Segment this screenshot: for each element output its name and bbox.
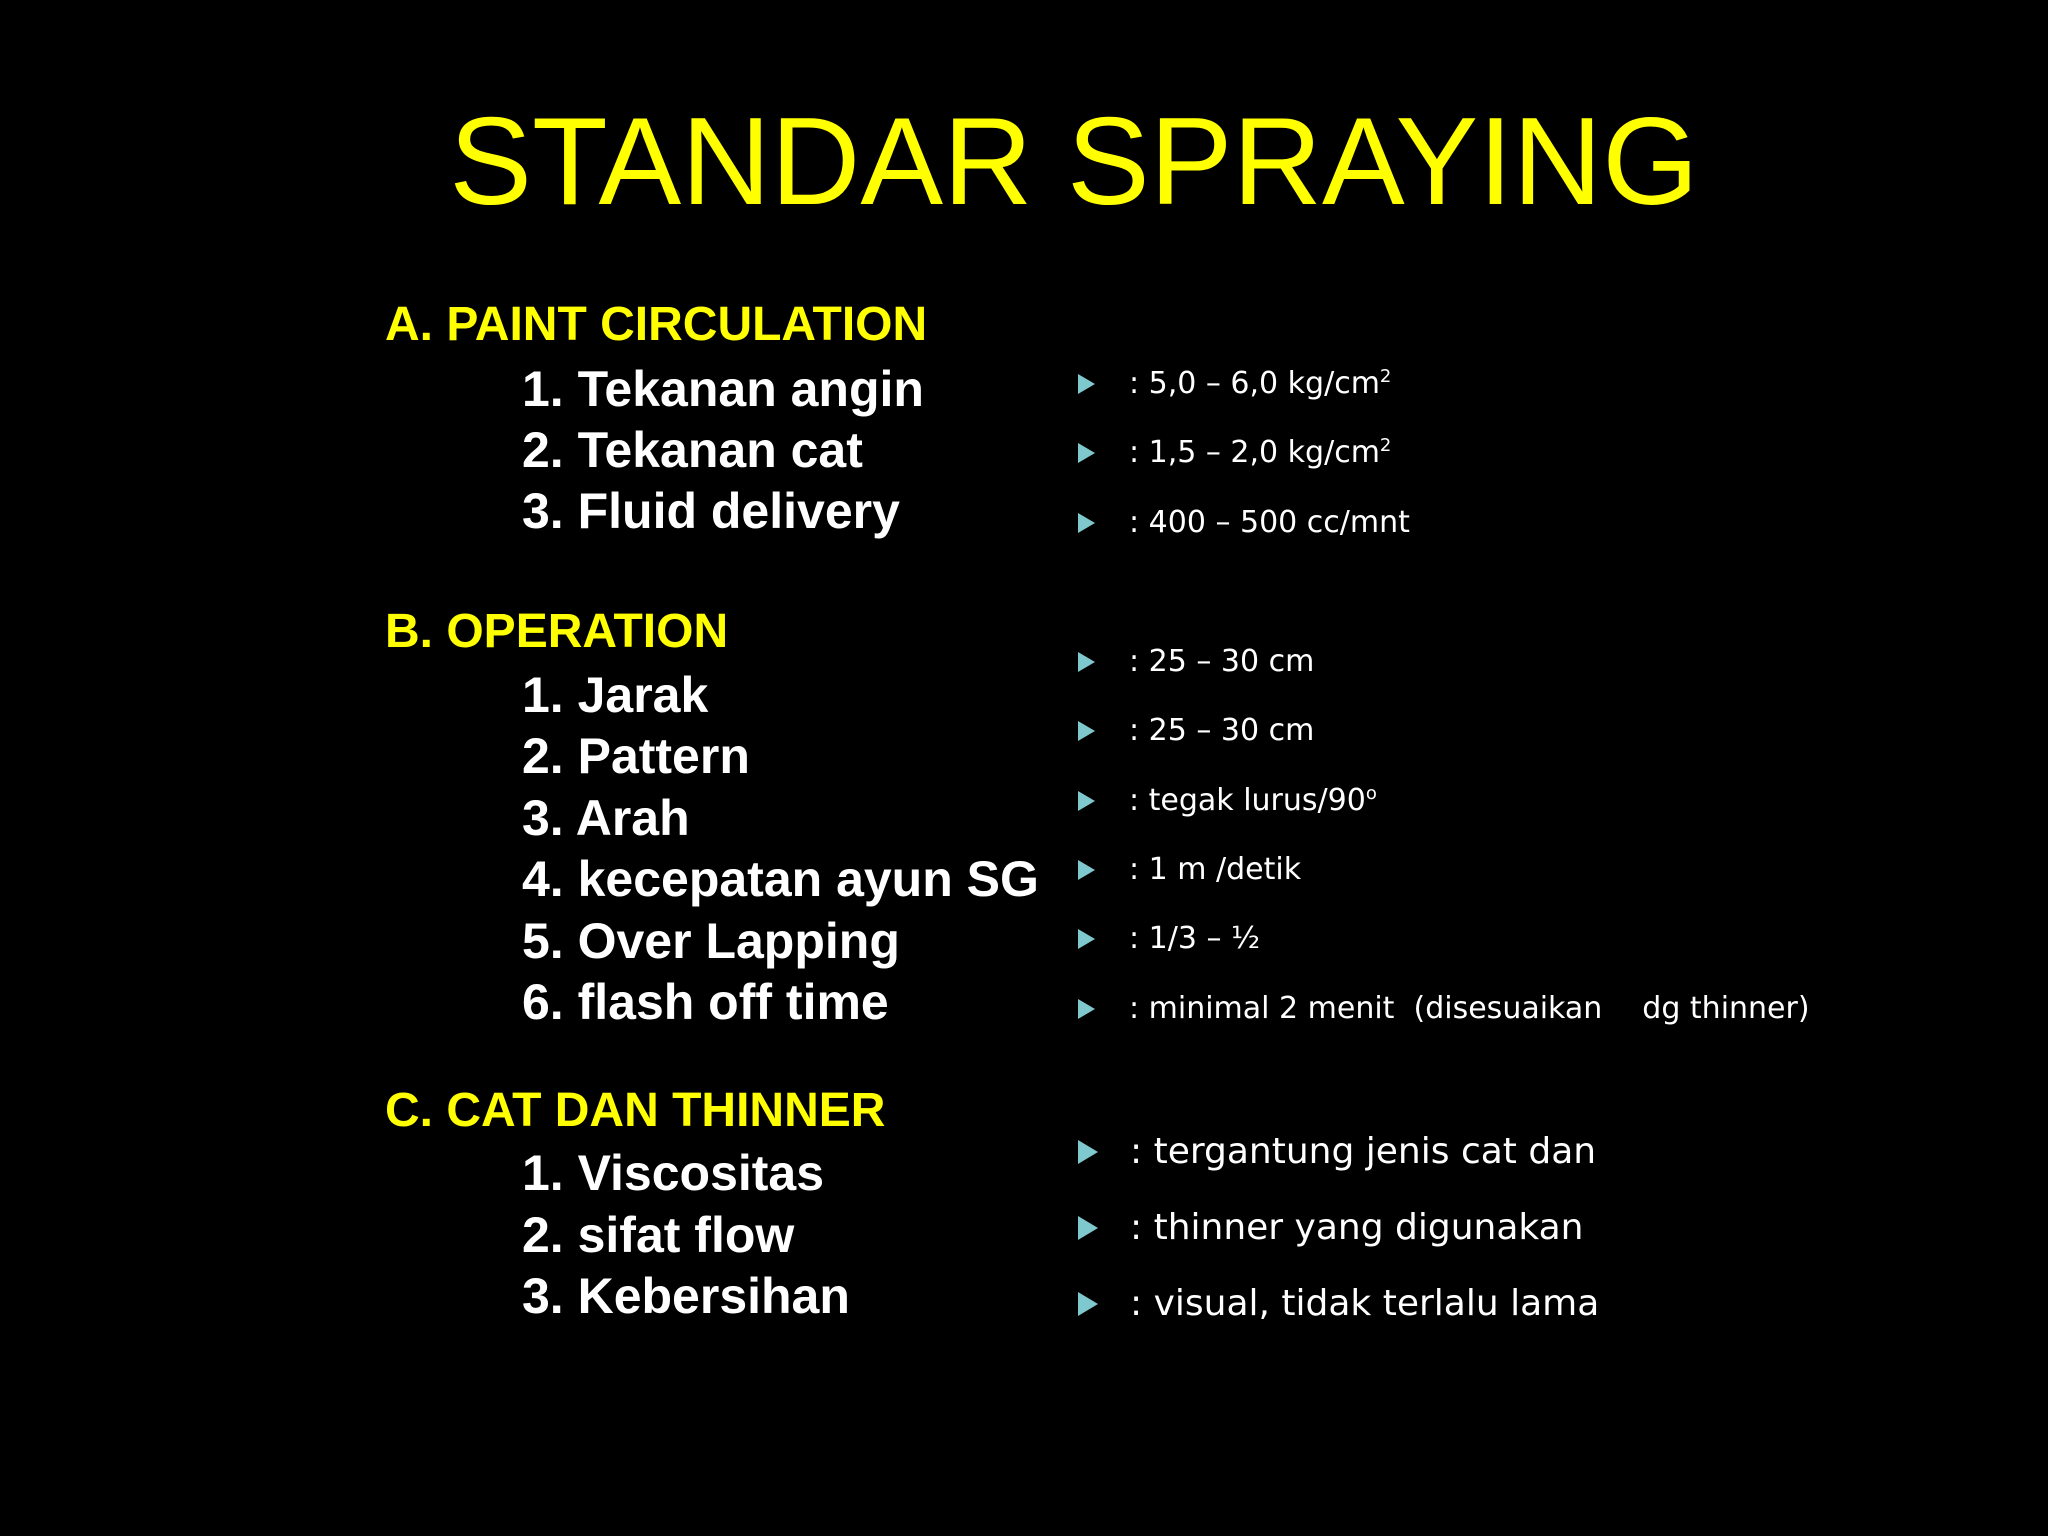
value-row-fluid-delivery (1078, 498, 1410, 548)
value-flash-off-time: : minimal 2 menit (disesuaikan dg thinner) (1129, 991, 1810, 1026)
value-jarak: : 25 – 30 cm (1129, 644, 1315, 679)
value-tekanan-angin: : 5,0 – 6,0 $kg/cm^2$ (1129, 366, 1392, 401)
item-label-over-lapping: 5. Over Lapping (522, 913, 900, 969)
triangle-right-icon (1078, 513, 1095, 533)
value-row-kecepatan-ayun (1078, 845, 1301, 895)
value-kebersihan: : visual, tidak terlalu lama (1130, 1283, 1600, 1324)
section-heading-cat-dan-thinner: C. CAT DAN THINNER (385, 1084, 886, 1137)
value-row-sifat-flow (1078, 1203, 1584, 1253)
value-kecepatan-ayun: : 1 m /detik (1129, 852, 1302, 887)
value-viscositas: : tergantung jenis cat dan (1130, 1131, 1597, 1172)
value-row-pattern (1078, 706, 1314, 756)
section-heading-paint-circulation: A. PAINT CIRCULATION (385, 298, 928, 351)
triangle-right-icon (1078, 929, 1095, 949)
value-arah: : tegak lurus/90$^o$ (1129, 783, 1377, 818)
item-label-flash-off-time: 6. flash off time (522, 974, 889, 1030)
triangle-right-icon (1078, 791, 1095, 811)
item-label-tekanan-cat: 2. Tekanan cat (522, 422, 863, 478)
value-row-tekanan-angin (1078, 359, 1391, 409)
value-row-arah (1078, 776, 1377, 826)
value-row-over-lapping (1078, 914, 1260, 964)
triangle-right-icon (1078, 1292, 1098, 1316)
triangle-right-icon (1078, 860, 1095, 880)
value-row-kebersihan (1078, 1279, 1599, 1329)
triangle-right-icon (1078, 1216, 1098, 1240)
triangle-right-icon (1078, 374, 1095, 394)
value-row-tekanan-cat (1078, 428, 1391, 478)
triangle-right-icon (1078, 721, 1095, 741)
value-pattern: : 25 – 30 cm (1129, 713, 1315, 748)
section-heading-operation: B. OPERATION (385, 605, 729, 658)
value-row-flash-off-time (1078, 984, 1810, 1034)
item-label-kebersihan: 3. Kebersihan (522, 1268, 850, 1324)
item-label-kecepatan-ayun: 4. kecepatan ayun SG (522, 851, 1039, 907)
triangle-right-icon (1078, 652, 1095, 672)
item-label-tekanan-angin: 1. Tekanan angin (522, 361, 924, 417)
value-row-jarak (1078, 637, 1314, 687)
item-label-arah: 3. Arah (522, 790, 690, 846)
item-label-fluid-delivery: 3. Fluid delivery (522, 483, 900, 539)
value-fluid-delivery: : 400 – 500 cc/mnt (1129, 505, 1410, 540)
item-label-viscositas: 1. Viscositas (522, 1145, 825, 1201)
item-label-pattern: 2. Pattern (522, 728, 750, 784)
value-over-lapping: : 1/3 – ½ (1129, 921, 1261, 956)
triangle-right-icon (1078, 999, 1095, 1019)
triangle-right-icon (1078, 1140, 1098, 1164)
item-label-jarak: 1. Jarak (522, 667, 709, 723)
value-sifat-flow: : thinner yang digunakan (1130, 1207, 1584, 1248)
slide-title: STANDAR SPRAYING (449, 93, 1699, 231)
item-label-sifat-flow: 2. sifat flow (522, 1207, 795, 1263)
value-row-viscositas (1078, 1127, 1596, 1177)
triangle-right-icon (1078, 443, 1095, 463)
value-tekanan-cat: : 1,5 – 2,0 $kg/cm^2$ (1129, 435, 1392, 470)
